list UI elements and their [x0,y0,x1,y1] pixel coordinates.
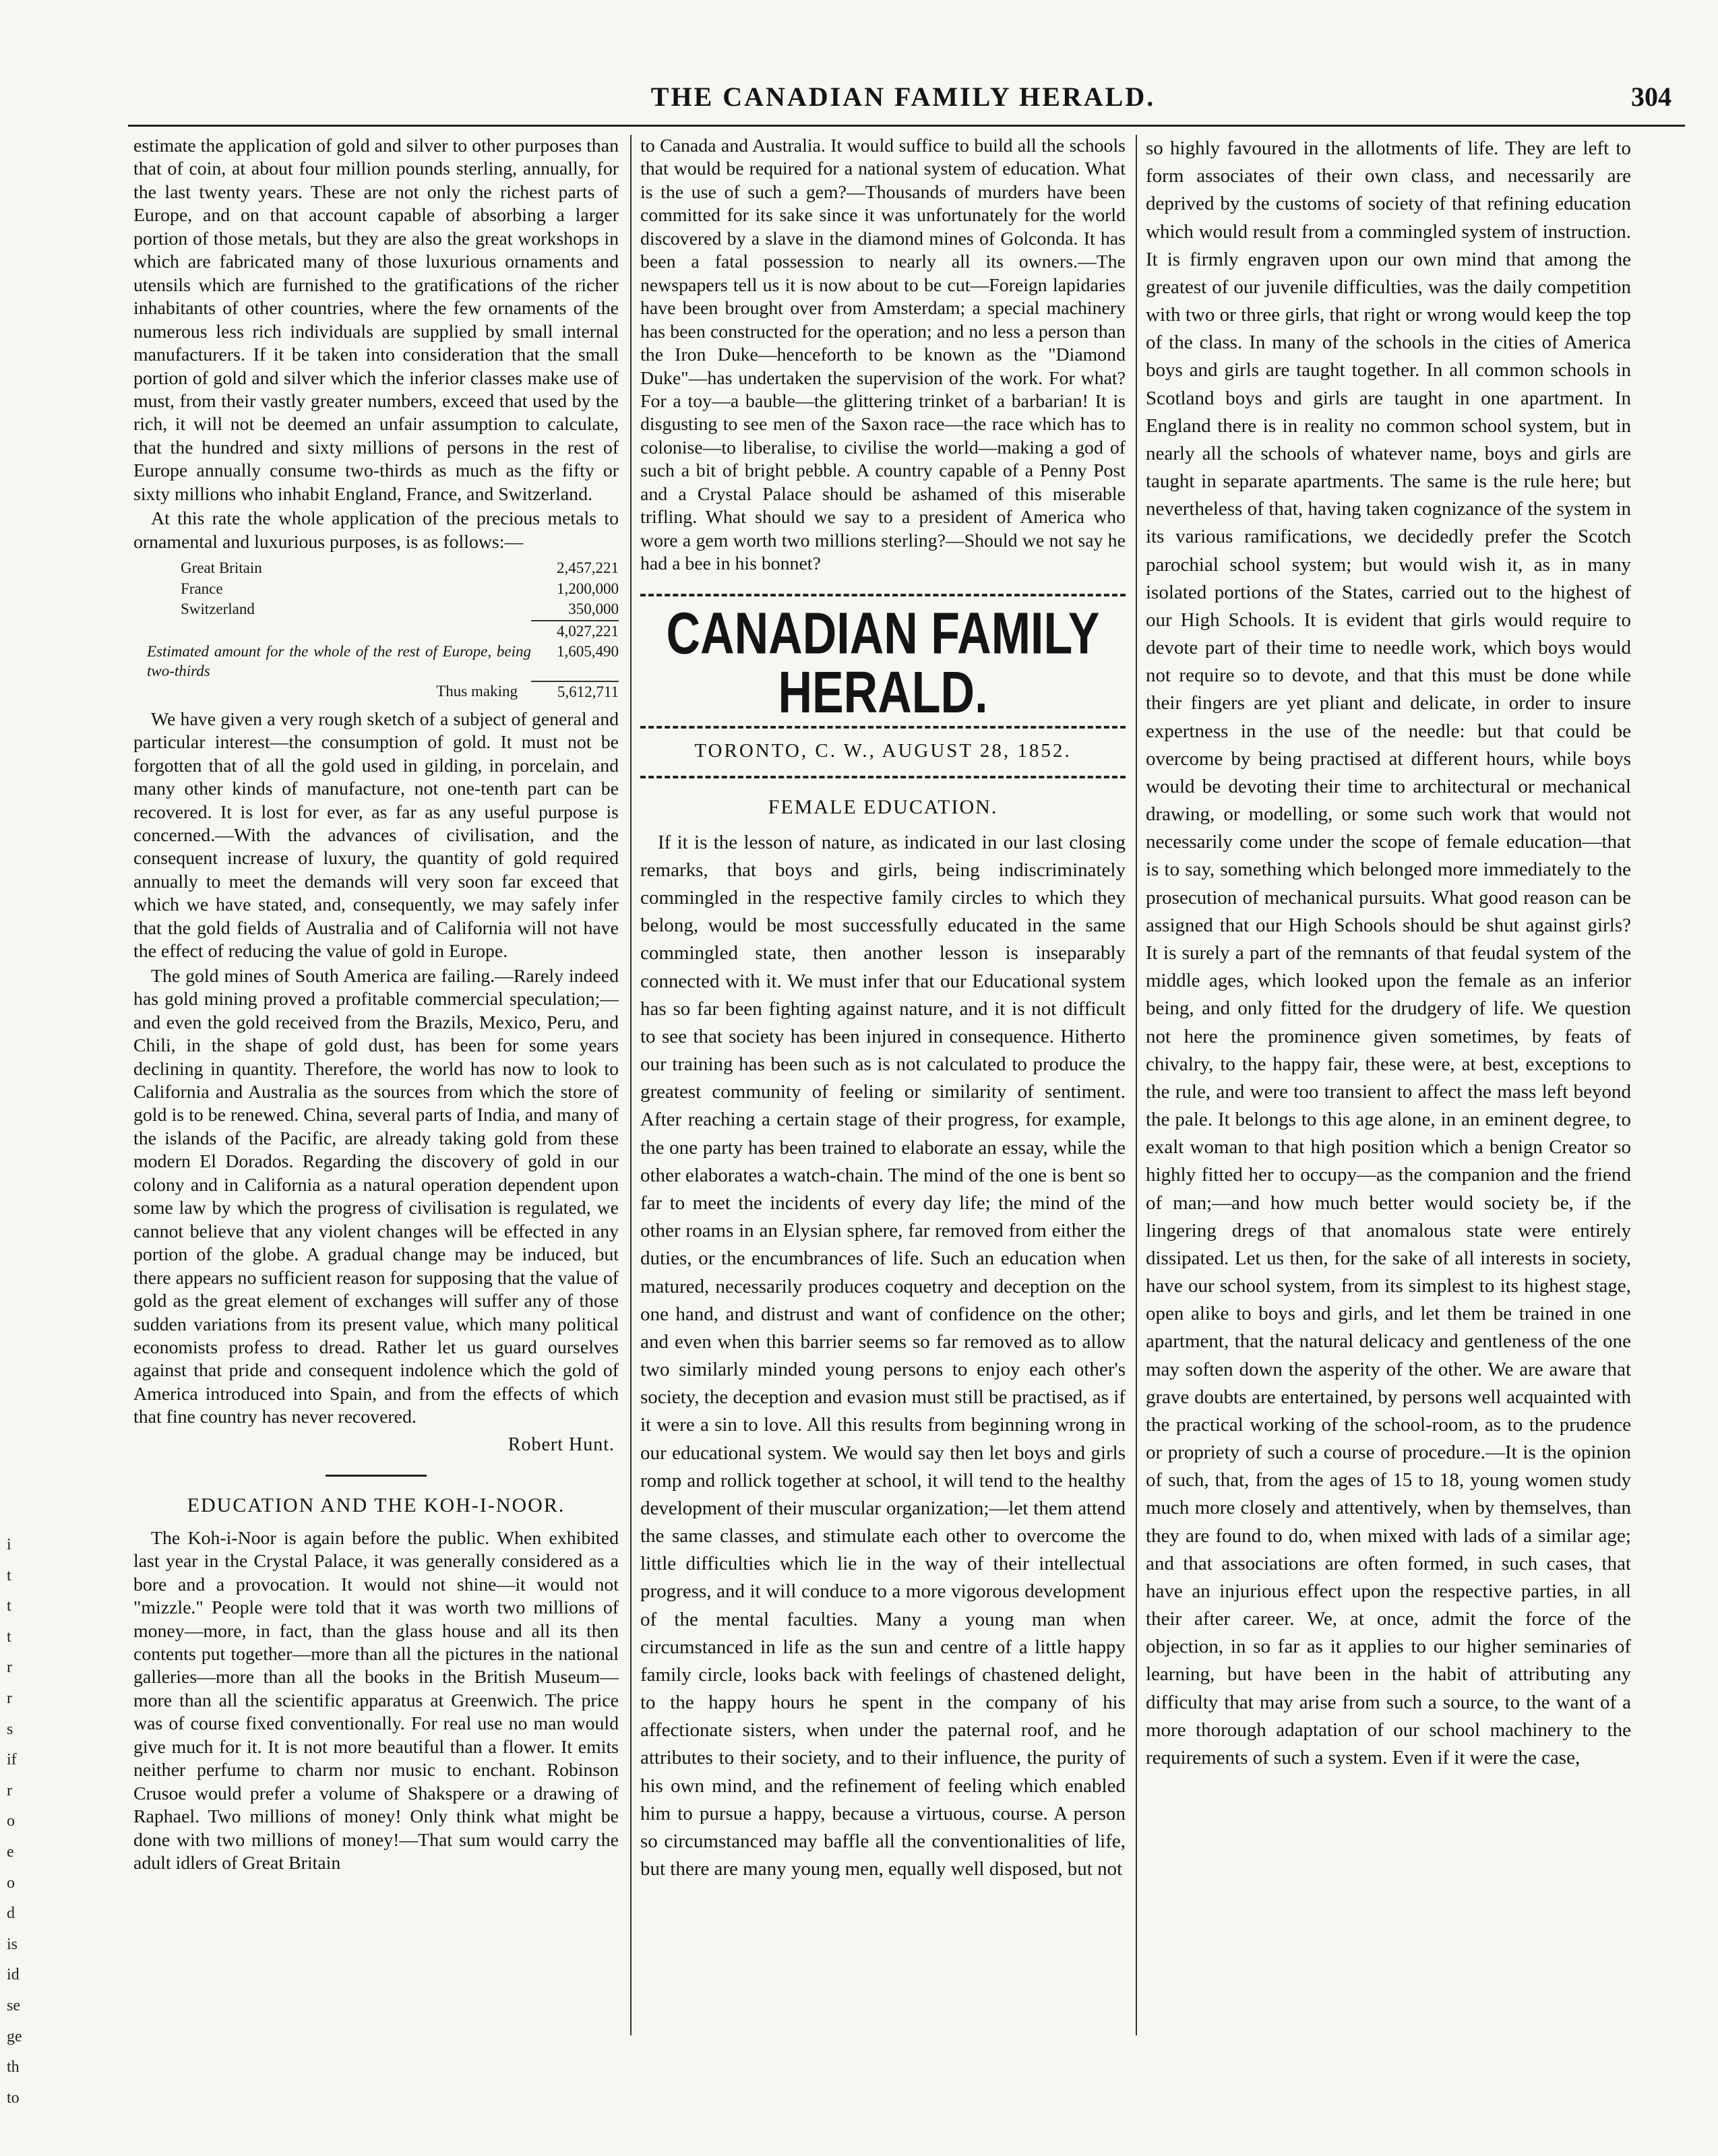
column-rule [630,135,632,2035]
article-paragraph: If it is the lesson of nature, as indicated in our last closing remarks, that boys and girls, being indiscriminately commingled in the respective family circles to which they belong, would be most successfully educated in the same commingled state, then another lesson is inseparably connected with it. We must infer that our Educational system has so far been fighting against nature, and it is not difficult to see that society has been injured in consequence. Hitherto our training has been such as is not calculated to produce the greatest community of feeling or similarity of sentiment. After reaching a certain stage of their progress, for example, the one party has been trained to elaborate an essay, while the other elaborates a watch-chain. The mind of the one is bent so far to meet the incidents of every day life; the mind of the other roams in an Elysian sphere, far removed from either the duties, or the encumbrances of life. Such an education when matured, necessarily produces coquetry and deception on the one hand, and distrust and want of confidence on the other; and even when this barrier seems so far removed as to allow two similarly minded young persons to enjoy each other's society, the deception and evasion must still be practised, as if it were a sin to love. All this results from beginning wrong in our educational system. We would say then let boys and girls romp and rollick together at school, it will tend to the healthy development of their muscular organization;—let them attend the same classes, and stimulate each other to overcome the little difficulties which lie in the way of their intellectual progress, and it will conduce to a more vigorous development of the mental faculties. Many a young man when circumstanced in life as the sun and centre of a little happy family circle, looks back with feelings of chastened delight, to the happy hours he spent in the company of his affectionate sisters, when under the paternal roof, and he attributes to their society, and to their influence, the purity of his own mind, and the refinement of feeling which enabled him to pursue a happy, because a virtuous, course. A person so circumstanced may baffle all the conventionalities of life, but there are many young men, equally well disposed, but not [640,831,1126,1880]
header-rule [128,125,1685,127]
margin-fragment: th [7,2058,20,2076]
margin-fragment: is [7,1935,18,1953]
page-header [121,81,1685,121]
article-paragraph: to Canada and Australia. It would suffice to build all the schools that would be required for a national system of education. What is the use of such a gem?—Thousands of murders have been committed for its sake since it was unfortunately for the world discovered by a slave in the diamond mines of Golconda. It has been a fatal possession to nearly all its owners.—The newspapers tell us it is now about to be cut—Foreign lapidaries have been brought over from Amsterdam; a special machinery has been constructed for the operation; and no less a person than the Iron Duke—henceforth to be known as the "Diamond Duke"—has undertaken the supervision of the work. For what? For a toy—a bauble—the glittering trinket of a barbarian! It is disgusting to see men of the Saxon race—the race which has to colonise—to liberalise, to civilise the world—making a god of such a bit of bright pebble. A country capable of a Penny Post and a Crystal Palace should be ashamed of this miserable trifling. What should we say to a president of America who wore a gem worth two millions sterling?—Should we not say he had a bee in his bonnet? [640,135,1126,575]
article-paragraph: estimate the application of gold and silver to other purposes than that of coin, at about four million pounds sterling, annually, for the last twenty years. These are not only the richest parts of Europe, and on that account capable of absorbing a larger portion of those metals, but they are also the great workshops in which are fabricated many of those luxurious ornaments and utensils which are furnished to the gratifications of the richer inhabitants of other countries, where the few ornaments of the numerous less rich individuals are supplied by small internal manufacturers. If it be taken into consideration that the small portion of gold and silver which the inferior classes make use of must, from their vastly greater numbers, exceed that used by the rich, it will not be deemed an unfair assumption to calculate, that the hundred and sixty millions of persons in the rest of Europe annually consume two-thirds as much as the fifty or sixty millions who inhabit England, France, and Switzerland. [133,135,619,505]
author-signature: Robert Hunt. [508,1434,615,1455]
section-title: FEMALE EDUCATION. [768,795,998,818]
article-paragraph: The gold mines of South America are failing.—Rarely indeed has gold mining proved a profitable commercial speculation;—and even the gold received from the Brazils, Mexico, Peru, and Chili, in the shape of gold dust, has been for some years declining in quantity. Therefore, the world has now to look to California and Australia as the sources from which the store of gold is to be renewed. China, several parts of India, and many of the islands of the Pacific, are already taking gold from these modern El Dorados. Regarding the discovery of gold in our colony and in California as a natural operation dependent upon some law by which the progress of civilisation is regulated, we cannot believe that any violent changes will be effected in any portion of the globe. A gradual change may be induced, but there appears no sufficient reason for supposing that the value of gold as the great element of exchanges will suffer any of those sudden variations from its present value, which many political economists profess to dread. Rather let us guard ourselves against that pride and consequent indolence which the gold of America introduced into Spain, and from the effects of which that fine country has never recovered. [133,965,619,1428]
margin-fragment: r [7,1689,12,1707]
margin-fragment: o [7,1874,15,1892]
table-cell: 350,000 [568,600,619,618]
table-cell: 4,027,221 [531,621,619,642]
margin-fragment: r [7,1659,12,1677]
margin-fragment: s [7,1720,13,1738]
margin-fragment: if [7,1751,17,1769]
consumption-table [133,558,619,703]
margin-fragment: o [7,1812,15,1830]
table-cell: 1,605,490 [557,643,619,660]
table-cell: Switzerland [181,600,255,618]
article-body [640,829,1126,1884]
margin-fragment: t [7,1597,11,1615]
table-row [133,681,619,703]
table-cell: Thus making [436,683,518,700]
article-paragraph: At this rate the whole application of the precious metals to ornamental and luxurious purposes, is as follows:— [133,508,619,553]
running-title: THE CANADIAN FAMILY HERALD. [650,82,1156,112]
column-1 [133,135,619,1876]
table-row [133,621,619,642]
margin-fragment: id [7,1966,20,1984]
margin-fragment: t [7,1566,11,1584]
divider [640,776,1126,778]
margin-fragment: e [7,1843,14,1861]
margin-fragment: ge [7,2027,22,2045]
table-cell: France [181,580,223,597]
table-cell: Great Britain [181,559,262,577]
table-row [133,642,619,681]
table-cell: 1,200,000 [557,580,619,597]
masthead-title: CANADIAN FAMILY HERALD. [666,600,1100,725]
margin-fragment: r [7,1781,12,1799]
column-2 [640,135,1126,1883]
column-3 [1146,135,1631,1772]
table-cell: 5,612,711 [531,681,619,703]
table-row [133,558,619,579]
divider [640,726,1126,729]
dateline: TORONTO, C. W., AUGUST 28, 1852. [694,739,1072,762]
table-cell: 2,457,221 [557,559,619,577]
margin-fragment: t [7,1628,11,1646]
article-paragraph: so highly favoured in the allotments of life. They are left to form associates of their own class, and necessarily are deprived by the customs of society of that refining education which would result from a commingled system of instruction. It is firmly engraven upon our own mind that among the greatest of our juvenile difficulties, was the daily competition with two or three girls, that right or wrong would keep the top of the class. In many of the schools in the cities of America boys and girls are taught together. In all common schools in Scotland boys and girls are taught in one apartment. In England there is in reality no common school system, but in nearly all the schools of whatever name, boys and girls are taught in separate apartments. The same is the rule here; but nevertheless of that, having taken cognizance of the system in its various ramifications, we decidedly prefer the Scotch parochial school system; but would wish it, as in many isolated portions of the States, carried out to the highest of our High Schools. It is evident that girls would require to devote part of their time to needle work, which boys would not require so to devote, and that this must be done while their fingers are yet pliant and delicate, in order to insure expertness in the use of the needle: but that could be overcome by being practised at different hours, while boys would be devoting their time to architectural or mechanical drawing, or modelling, or some such work that would not necessarily come under the scope of female education—that is to say, something which belonged more immediately to the prosecution of mechanical pursuits. What good reason can be assigned that our High Schools should be shut against girls? It is surely a part of the remnants of that feudal system of the middle ages, which looked upon the female as an inferior being, and only fitted for the drudgery of life. We question not here the prominence given sometimes, by feats of chivalry, to the happy fair, these were, at best, exceptions to the rule, and were too transient to affect the mass left beyond the pale. It belongs to this age alone, in an eminent degree, to exalt woman to that high position which a benign Creator so highly fitted her to occupy—as the companion and the friend of man;—and how much better would society be, if the lingering dregs of that anomalous state were entirely dissipated. Let us then, for the sake of all interests in society, have our school system, from its simplest to its highest stage, open alike to boys and girls, and let them be trained in one apartment, that the natural delicacy and gentleness of the one may soften down the asperity of the other. We are aware that grave doubts are entertained, by persons well acquainted with the practical working of the school-room, as to the prudence or propriety of such a course of procedure.—It is the opinion of such, that, from the ages of 15 to 18, young women study much more closely and attentively, when by themselves, than they are found to do, when mixed with lads of a similar age; and that associations are often formed, in such cases, that have an injurious effect upon the respective parties, in all their after career. We, at once, admit the force of the objection, in so far as it applies to our higher seminaries of learning, but have been in the habit of attributing any difficulty that may arise from such a source, to the want of a more thorough adaptation of our school machinery to the requirements of such a system. Even if it were the case, [1146,137,1631,1768]
table-row [133,599,619,621]
article-paragraph: The Koh-i-Noor is again before the public. When exhibited last year in the Crystal Palace, it was generally considered as a bore and a provocation. It would not shine—it would not "mizzle." People were told that it was worth two millions of money—more, in fact, than the glass house and all its then contents put together—more than all the pictures in the national galleries—more than all the books in the British Museum—more than all the scientific apparatus at Greenwich. The price was of course fixed conventionally. For real use no man would give much for it. It is not more beautiful than a flower. It emits neither perfume to charm nor music to enchant. Robinson Crusoe would prefer a volume of Shakspere or a drawing of Raphael. Two millions of money! Only think what might be done with two millions of money!—That sum would carry the adult idlers of Great Britain [133,1527,619,1874]
table-cell: Estimated amount for the whole of the rest of Europe, being two-thirds [147,643,531,679]
page-number: 304 [1631,82,1671,112]
margin-fragment: d [7,1905,15,1923]
column-rule [1136,135,1137,2035]
margin-fragment: se [7,1996,20,2014]
section-title: EDUCATION AND THE KOH-I-NOOR. [187,1493,565,1516]
divider [640,594,1126,596]
margin-fragment: i [7,1536,11,1553]
margin-fragment: to [7,2089,20,2107]
article-paragraph: We have given a very rough sketch of a subject of general and particular interest—the consumption of gold. It must not be forgotten that of all the gold used in gilding, in porcelain, and many other kinds of manufacture, not one-tenth part can be recovered. It is lost for ever, as far as any useful purpose is concerned.—With the advances of civilisation, and the consequent increase of luxury, the quantity of gold required annually to meet the demands will very soon far exceed that which we have stated, and, consequently, we may safely infer that the gold fields of Australia and of California will not have the effect of reducing the value of gold in Europe. [133,708,619,962]
table-row [133,579,619,600]
masthead-block [640,594,1126,778]
section-divider [326,1475,427,1477]
margin-fragments [7,1530,47,2114]
